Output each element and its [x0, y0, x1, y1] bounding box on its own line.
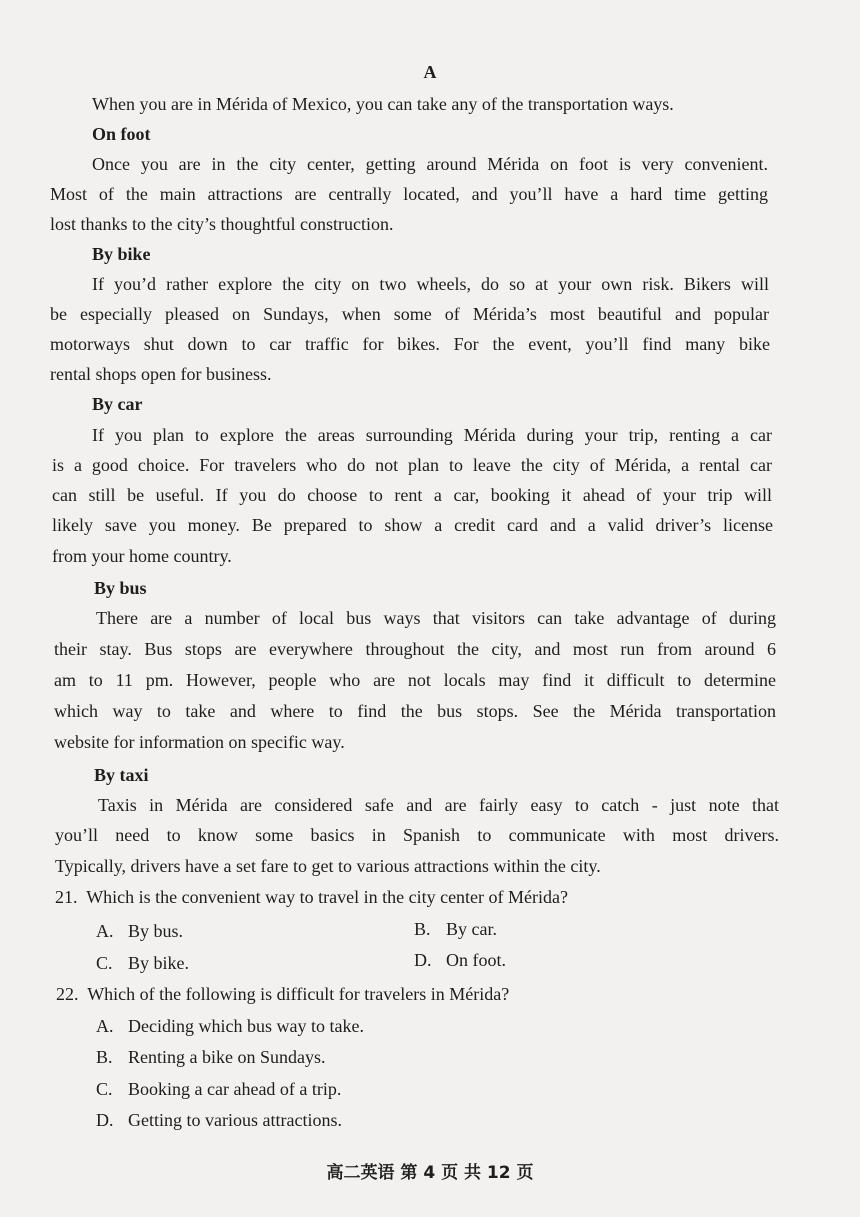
option-d[interactable] [414, 949, 506, 971]
page-footer: 高二英语 第 4 页 共 12 页 [326, 1163, 534, 1183]
question-text: Which of the following is difficult for travelers in Mérida? [87, 984, 510, 1004]
paragraph-line: which way to take and where to find the bus stops. See the Mérida transportation [54, 701, 776, 721]
paragraph-line: from your home country. [52, 546, 232, 566]
option-a[interactable] [96, 920, 183, 942]
paragraph-line: Once you are in the city center, getting around Mérida on foot is very convenient. [92, 154, 768, 174]
paragraph-line: likely save you money. Be prepared to show a credit card and a valid driver’s license [52, 515, 773, 535]
paragraph-line: If you’d rather explore the city on two wheels, do so at your own risk. Bikers will [92, 274, 769, 294]
option-letter: A. [96, 1016, 114, 1036]
option-letter: D. [414, 950, 432, 970]
option-text: Getting to various attractions. [128, 1110, 342, 1130]
paragraph-line: lost thanks to the city’s thoughtful construction. [50, 214, 394, 234]
question-text: Which is the convenient way to travel in the city center of Mérida? [86, 887, 569, 907]
paragraph-line: There are a number of local bus ways that visitors can take advantage of during [96, 608, 776, 628]
paragraph-line: be especially pleased on Sundays, when some of Mérida’s most beautiful and popular [50, 304, 769, 324]
option-text: By bus. [128, 921, 184, 941]
option-b[interactable] [96, 1046, 325, 1068]
option-text: By car. [446, 919, 497, 939]
option-letter: A. [96, 921, 114, 941]
option-b[interactable] [414, 918, 497, 940]
heading-by-car: By car [92, 394, 143, 414]
paragraph-line: Most of the main attractions are centrally located, and you’ll have a hard time getting [50, 184, 768, 204]
paragraph-line: Taxis in Mérida are considered safe and are fairly easy to catch - just note that [98, 795, 779, 815]
paragraph-line: can still be useful. If you do choose to rent a car, booking it ahead of your trip will [52, 485, 772, 505]
heading-by-bike: By bike [92, 244, 151, 264]
option-text: Deciding which bus way to take. [128, 1016, 364, 1036]
option-text: By bike. [128, 953, 189, 973]
heading-by-taxi: By taxi [94, 765, 149, 785]
heading-by-bus: By bus [94, 578, 147, 598]
question-number: 21. [55, 887, 78, 907]
paragraph-line: rental shops open for business. [50, 364, 272, 384]
option-letter: B. [96, 1047, 113, 1067]
question-number: 22. [56, 984, 79, 1004]
option-letter: C. [96, 1079, 113, 1099]
option-text: Booking a car ahead of a trip. [128, 1079, 342, 1099]
option-letter: D. [96, 1110, 114, 1130]
paragraph-line: If you plan to explore the areas surrounding Mérida during your trip, renting a car [92, 425, 772, 445]
option-c[interactable] [96, 1078, 341, 1100]
option-letter: C. [96, 953, 113, 973]
option-a[interactable] [96, 1015, 364, 1037]
option-d[interactable] [96, 1109, 342, 1131]
option-letter: B. [414, 919, 431, 939]
section-title: A [423, 62, 437, 82]
paragraph-line: you’ll need to know some basics in Spanish to communicate with most drivers. [55, 825, 779, 845]
option-c[interactable] [96, 952, 189, 974]
paragraph-line: am to 11 pm. However, people who are not locals may find it difficult to determine [54, 670, 776, 690]
intro-line: When you are in Mérida of Mexico, you can take any of the transportation ways. [92, 94, 674, 114]
paragraph-line: Typically, drivers have a set fare to get to various attractions within the city. [55, 856, 601, 876]
paragraph-line: motorways shut down to car traffic for bikes. For the event, you’ll find many bike [50, 334, 770, 354]
question-22 [56, 983, 509, 1005]
paragraph-line: is a good choice. For travelers who do not plan to leave the city of Mérida, a rental car [52, 455, 772, 475]
heading-on-foot: On foot [92, 124, 151, 144]
option-text: On foot. [446, 950, 506, 970]
option-text: Renting a bike on Sundays. [128, 1047, 326, 1067]
paragraph-line: their stay. Bus stops are everywhere throughout the city, and most run from around 6 [54, 639, 776, 659]
question-21 [55, 886, 568, 908]
paragraph-line: website for information on specific way. [54, 732, 345, 752]
